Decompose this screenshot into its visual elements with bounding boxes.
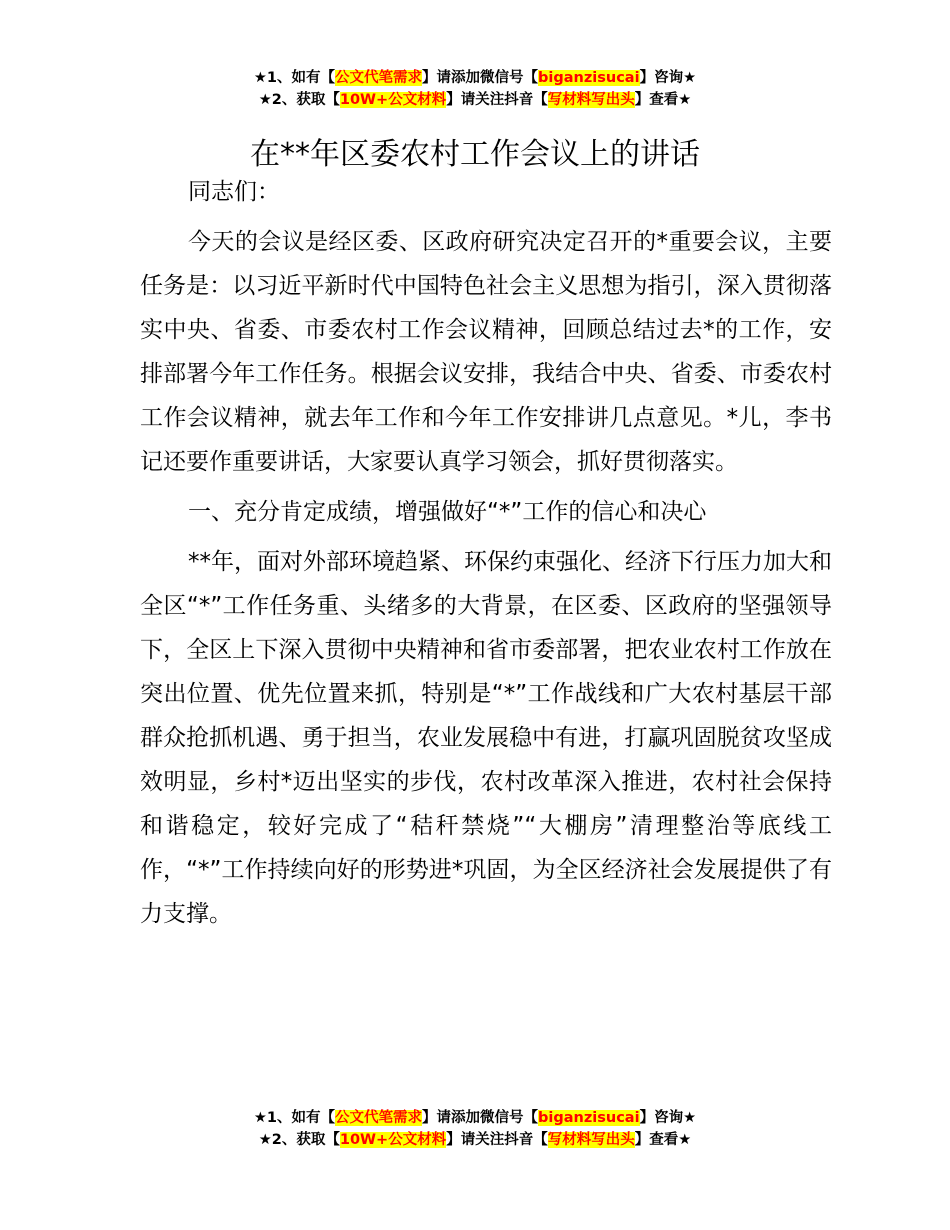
footer-line-2-prefix: ★2、获取【 — [258, 1132, 340, 1148]
greeting: 同志们： — [188, 179, 280, 205]
paragraph-achievements: **年，面对外部环境趋紧、环保约束强化、经济下行压力加大和全区“*”工作任务重、头绪多的大背景，在区委、区政府的坚强领导下，全区上下深入贯彻中央精神和省市委部署，把农业农村工作放在突出位置、优先位置来抓，特别是“*”工作战线和广大农村基层干部群众抢抓机遇、勇于担当，农业发展稳中有进，打赢巩固脱贫攻坚成效明显，乡村*迈出坚实的步伐，农村改革深入推进，农村社会保持和谐稳定，较好完成了“秸秆禁烧”“大棚房”清理整治等底线工作，“*”工作持续向好的形势进*巩固，为全区经济社会发展提供了有力支撑。 — [140, 549, 832, 927]
banner-highlight-service: 公文代笔需求 — [335, 70, 423, 86]
paragraph-intro: 今天的会议是经区委、区政府研究决定召开的*重要会议，主要任务是：以习近平新时代中国特色社会主义思想为指引，深入贯彻落实中央、省委、市委农村工作会议精神，回顾总结过去*的工作，安排部署今年工作任务。根据会议安排，我结合中央、省委、市委农村工作会议精神，就去年工作和今年工作安排讲几点意见。*儿，李书记还要作重要讲话，大家要认真学习领会，抓好贯彻落实。 — [140, 229, 832, 475]
document-body — [140, 170, 832, 936]
footer-line-2-suffix: 】查看★ — [634, 1132, 692, 1148]
banner-line-1-middle: 】请添加微信号【 — [422, 70, 539, 86]
footer-highlight-service: 公文代笔需求 — [335, 1110, 423, 1126]
footer-highlight-douyin: 写材料写出头 — [547, 1132, 635, 1148]
banner-highlight-douyin: 写材料写出头 — [547, 92, 635, 108]
footer-line-1-prefix: ★1、如有【 — [253, 1110, 336, 1126]
banner-line-1-suffix: 】咨询★ — [639, 70, 697, 86]
footer-banner — [0, 1107, 950, 1151]
footer-banner-line-2 — [0, 1129, 950, 1151]
footer-banner-line-1 — [0, 1107, 950, 1129]
section-heading-1: 一、充分肯定成绩，增强做好“*”工作的信心和决心 — [188, 499, 707, 525]
header-banner — [0, 67, 950, 111]
banner-highlight-wechat-id: biganzisucai — [538, 70, 640, 86]
banner-line-2-prefix: ★2、获取【 — [258, 92, 340, 108]
footer-line-1-middle: 】请添加微信号【 — [422, 1110, 539, 1126]
footer-line-1-suffix: 】咨询★ — [639, 1110, 697, 1126]
banner-line-2-middle: 】请关注抖音【 — [446, 92, 548, 108]
banner-line-1 — [0, 67, 950, 89]
document-title: 在**年区委农村工作会议上的讲话 — [250, 137, 700, 173]
banner-line-2-suffix: 】查看★ — [634, 92, 692, 108]
banner-line-2 — [0, 89, 950, 111]
banner-highlight-materials: 10W+公文材料 — [339, 92, 447, 108]
footer-line-2-middle: 】请关注抖音【 — [446, 1132, 548, 1148]
footer-highlight-materials: 10W+公文材料 — [339, 1132, 447, 1148]
banner-line-1-prefix: ★1、如有【 — [253, 70, 336, 86]
footer-highlight-wechat-id: biganzisucai — [538, 1110, 640, 1126]
